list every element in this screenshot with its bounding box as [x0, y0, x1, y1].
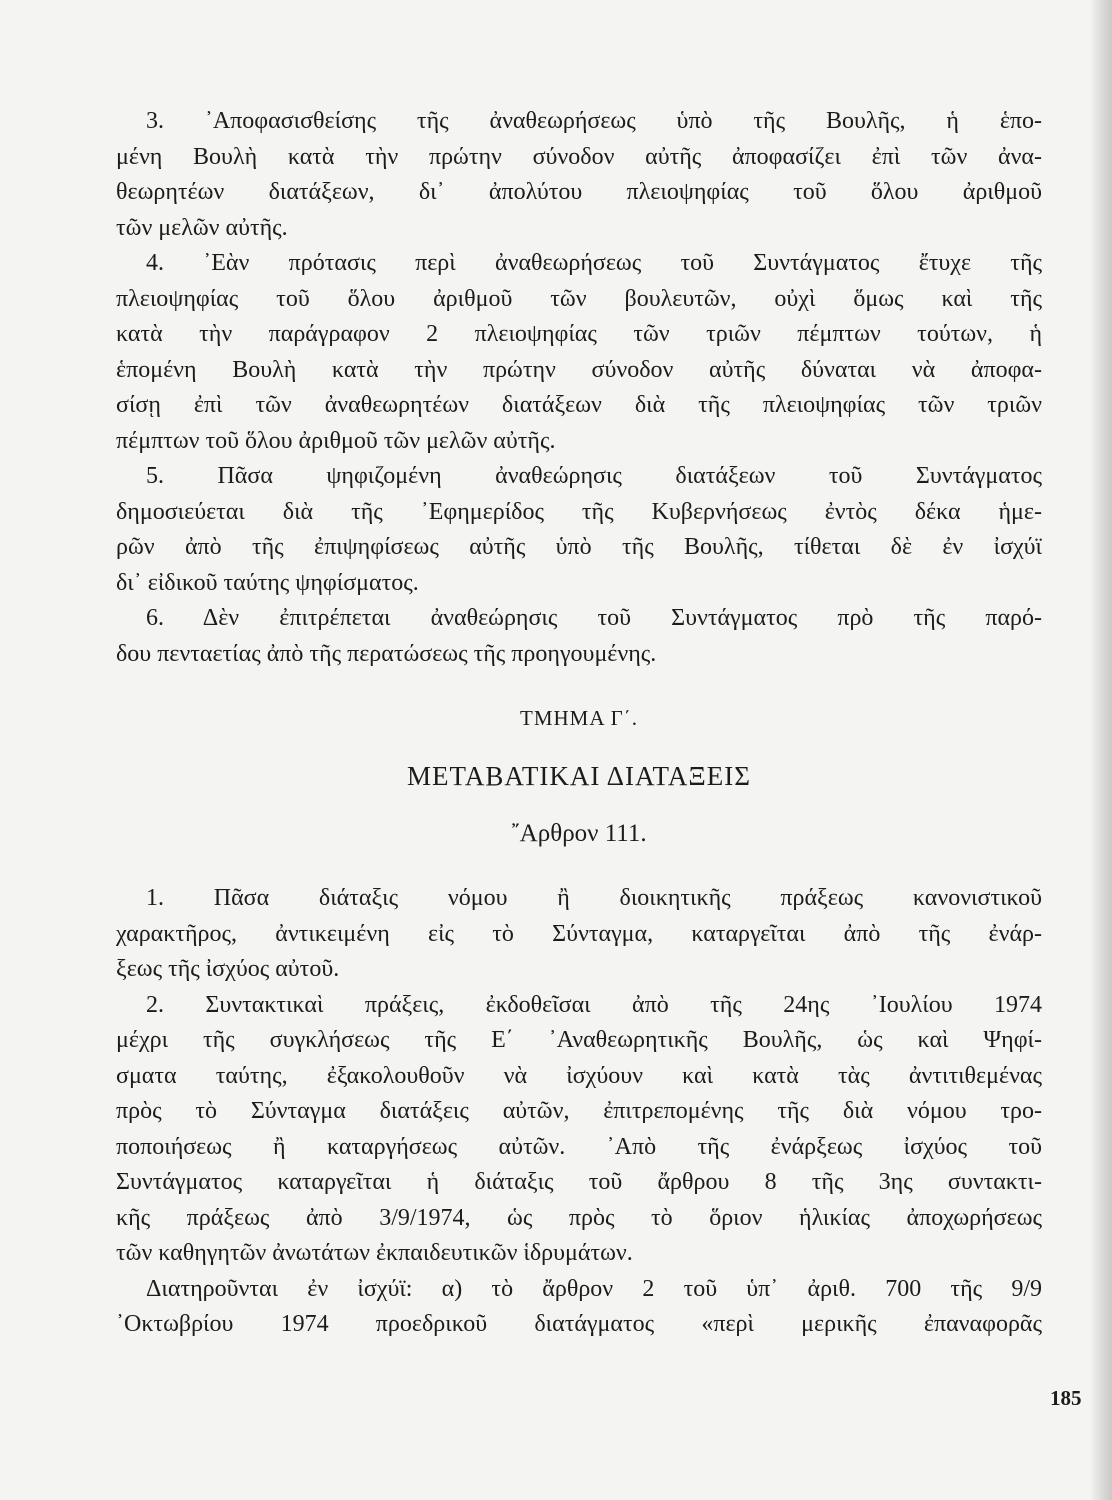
- text-line: δημοσιεύεται διὰ τῆς ᾿Εφημερίδος τῆς Κυβερνήσεως ἐντὸς δέκα ἡμε-: [116, 498, 1042, 525]
- text-line: πέμπτων τοῦ ὅλου ἀριθμοῦ τῶν μελῶν αὐτῆς.: [116, 427, 556, 454]
- section-title: ΜΕΤΑΒΑΤΙΚΑΙ ΔΙΑΤΑΞΕΙΣ: [407, 761, 751, 791]
- text-line: ᾿Οκτωβρίου 1974 προεδρικοῦ διατάγματος «περὶ μερικῆς ἐπαναφορᾶς: [116, 1311, 1042, 1337]
- text-line: 6. Δὲν ἐπιτρέπεται ἀναθεώρησις τοῦ Συντάγματος πρὸ τῆς παρό-: [146, 605, 1042, 631]
- text-line: θεωρητέων διατάξεων, δι᾽ ἀπολύτου πλειοψηφίας τοῦ ὅλου ἀριθμοῦ: [116, 179, 1042, 205]
- text-line: τῶν καθηγητῶν ἀνωτάτων ἐκπαιδευτικῶν ἱδρυμάτων.: [116, 1240, 633, 1266]
- text-line: κατὰ τὴν παράγραφον 2 πλειοψηφίας τῶν τριῶν πέμπτων τούτων, ἡ: [116, 321, 1042, 347]
- text-line: 5. Πᾶσα ψηφιζομένη ἀναθεώρησις διατάξεων τοῦ Συντάγματος: [146, 463, 1042, 489]
- text-line: πρὸς τὸ Σύνταγμα διατάξεις αὐτῶν, ἐπιτρεπομένης τῆς διὰ νόμου τρο-: [116, 1098, 1042, 1124]
- text-line: σίσῃ ἐπὶ τῶν ἀναθεωρητέων διατάξεων διὰ τῆς πλειοψηφίας τῶν τριῶν: [116, 392, 1042, 418]
- text-line: ποποιήσεως ἢ καταργήσεως αὐτῶν. ᾿Απὸ τῆς ἐνάρξεως ἰσχύος τοῦ: [116, 1133, 1042, 1160]
- page-edge-shadow: [1090, 0, 1112, 1500]
- document-page: [116, 104, 1042, 1343]
- text-line: πλειοψηφίας τοῦ ὅλου ἀριθμοῦ τῶν βουλευτῶν, οὐχὶ ὅμως καὶ τῆς: [116, 285, 1042, 312]
- text-line: ρῶν ἀπὸ τῆς ἐπιψηφίσεως αὐτῆς ὑπὸ τῆς Βουλῆς, τίθεται δὲ ἐν ἰσχύϊ: [116, 534, 1042, 560]
- text-line: δου πενταετίας ἀπὸ τῆς περατώσεως τῆς προηγουμένης.: [116, 640, 657, 667]
- text-line: 3. ᾿Αποφασισθείσης τῆς ἀναθεωρήσεως ὑπὸ τῆς Βουλῆς, ἡ ἑπο-: [146, 108, 1042, 134]
- text-line: μένη Βουλὴ κατὰ τὴν πρώτην σύνοδον αὐτῆς ἀποφασίζει ἐπὶ τῶν ἀνα-: [116, 143, 1042, 170]
- text-line: τῶν μελῶν αὐτῆς.: [116, 214, 288, 241]
- text-line: ξεως τῆς ἰσχύος αὐτοῦ.: [116, 956, 340, 982]
- section-label: ΤΜΗΜΑ Γ΄.: [520, 706, 638, 730]
- text-line: σματα ταύτης, ἐξακολουθοῦν νὰ ἰσχύουν καὶ κατὰ τὰς ἀντιτιθεμένας: [116, 1062, 1042, 1089]
- text-line: 2. Συντακτικαὶ πράξεις, ἐκδοθεῖσαι ἀπὸ τῆς 24ης ᾿Ιουλίου 1974: [146, 991, 1042, 1018]
- text-line: 1. Πᾶσα διάταξις νόμου ἢ διοικητικῆς πράξεως κανονιστικοῦ: [146, 885, 1042, 911]
- text-line: μέχρι τῆς συγκλήσεως τῆς Ε΄ ᾿Αναθεωρητικῆς Βουλῆς, ὡς καὶ Ψηφί-: [116, 1027, 1042, 1053]
- text-line: ἑπομένη Βουλὴ κατὰ τὴν πρώτην σύνοδον αὐτῆς δύναται νὰ ἀποφα-: [116, 356, 1042, 383]
- paragraphs-top: [116, 104, 1042, 672]
- text-line: 4. ᾿Εὰν πρότασις περὶ ἀναθεωρήσεως τοῦ Συντάγματος ἔτυχε τῆς: [146, 250, 1042, 276]
- text-line: χαρακτῆρος, ἀντικειμένη εἰς τὸ Σύνταγμα, καταργεῖται ἀπὸ τῆς ἐνάρ-: [116, 920, 1042, 947]
- text-line: κῆς πράξεως ἀπὸ 3/9/1974, ὡς πρὸς τὸ ὅριον ἡλικίας ἀποχωρήσεως: [116, 1204, 1042, 1231]
- text-line: Διατηροῦνται ἐν ἰσχύϊ: α) τὸ ἄρθρον 2 τοῦ ὑπ᾽ ἀριθ. 700 τῆς 9/9: [146, 1275, 1042, 1302]
- paragraphs-bottom: [116, 881, 1042, 1343]
- text-line: Συντάγματος καταργεῖται ἡ διάταξις τοῦ ἄρθρου 8 τῆς 3ης συντακτι-: [116, 1169, 1042, 1195]
- text-line: δι᾽ εἰδικοῦ ταύτης ψηφίσματος.: [116, 569, 419, 596]
- article-heading: ῎Αρθρον 111.: [511, 820, 647, 847]
- page-number: 185: [1050, 1386, 1082, 1410]
